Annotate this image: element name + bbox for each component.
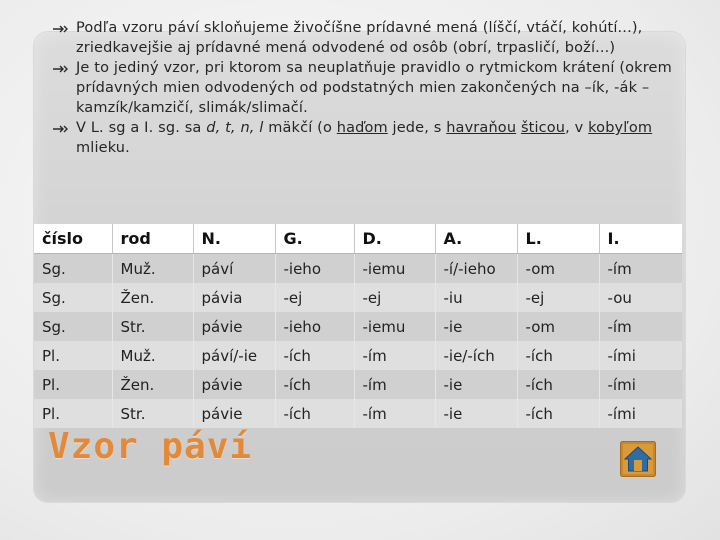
table-cell: Sg.	[34, 283, 112, 312]
bullet-text: , v	[565, 120, 589, 136]
example-word: haďom	[336, 120, 388, 136]
table-cell: -iu	[435, 283, 517, 312]
table-cell: pávia	[193, 283, 275, 312]
home-icon	[620, 441, 656, 477]
table-cell: -iemu	[354, 254, 435, 284]
bullet-arrow-icon	[52, 124, 68, 134]
bullet-text: Je to jediný vzor, pri ktorom sa neuplatňuje pravidlo o rytmickom krátení (okrem prídavných mien odvodených od podstatných mien zakončených na –ík, -ák – kamzík/kamzičí, slimák/slimačí.	[76, 60, 672, 116]
table-cell: -ieho	[275, 312, 354, 341]
table-cell: -ích	[517, 399, 599, 428]
header-locative: L.	[517, 224, 599, 254]
table-cell: Pl.	[34, 370, 112, 399]
table-cell: -om	[517, 254, 599, 284]
table-cell: -ím	[354, 370, 435, 399]
table-cell: pávie	[193, 312, 275, 341]
table-cell: -í/-ieho	[435, 254, 517, 284]
bullet-text: mäkčí (o	[263, 120, 337, 136]
table-cell: Muž.	[112, 341, 193, 370]
slide-title: Vzor páví	[48, 426, 253, 467]
example-word: kobyľom	[588, 120, 653, 136]
header-genitive: G.	[275, 224, 354, 254]
table-cell: pávie	[193, 370, 275, 399]
header-rod: rod	[112, 224, 193, 254]
header-cislo: číslo	[34, 224, 112, 254]
table-cell: -ej	[354, 283, 435, 312]
table-cell: -ie	[435, 312, 517, 341]
bullet-arrow-icon	[52, 24, 68, 34]
table-row	[34, 341, 682, 370]
term-vzor-pavi: vzoru páví	[122, 20, 200, 36]
table-row	[34, 254, 682, 284]
table-row	[34, 312, 682, 341]
table-row	[34, 399, 682, 428]
table-cell: -ou	[599, 283, 682, 312]
table-cell: Str.	[112, 399, 193, 428]
table-cell: -ími	[599, 341, 682, 370]
italic-consonants: d, t, n, l	[206, 120, 264, 136]
table-cell: Sg.	[34, 254, 112, 284]
table-cell: Muž.	[112, 254, 193, 284]
header-instrumental: I.	[599, 224, 682, 254]
table-cell: -ím	[599, 254, 682, 284]
table-cell: -ie	[435, 399, 517, 428]
table-cell: Sg.	[34, 312, 112, 341]
table-cell: Žen.	[112, 370, 193, 399]
table-cell: -ími	[599, 399, 682, 428]
bullet-text: V L. sg a I. sg. sa	[76, 120, 207, 136]
header-dative: D.	[354, 224, 435, 254]
table-cell: -ej	[275, 283, 354, 312]
bullet-text: mlieku.	[76, 140, 130, 156]
table-cell: -ím	[599, 312, 682, 341]
table-cell: Pl.	[34, 399, 112, 428]
bullet-list	[52, 18, 672, 158]
table-row	[34, 283, 682, 312]
table-cell: Žen.	[112, 283, 193, 312]
table-cell: -ích	[275, 341, 354, 370]
table-cell: pávie	[193, 399, 275, 428]
table-cell: -om	[517, 312, 599, 341]
table-row	[34, 370, 682, 399]
table-cell: -ím	[354, 399, 435, 428]
table-cell: páví	[193, 254, 275, 284]
bullet-text: skloňujeme živočíšne prídavné mená (líščí, vtáčí, kohútí...), zriedkavejšie aj prídavné mená odvodené od osôb (obrí, trpasličí, boží...)	[76, 20, 643, 56]
table-cell: -ími	[599, 370, 682, 399]
table-header-row	[34, 224, 682, 254]
table-cell: -ie	[435, 370, 517, 399]
home-button[interactable]	[620, 441, 656, 477]
table-cell: Pl.	[34, 341, 112, 370]
table-cell: -ích	[275, 399, 354, 428]
table-cell: -ích	[517, 370, 599, 399]
bullet-item-2	[52, 58, 672, 118]
table-cell: -ím	[354, 341, 435, 370]
table-cell: -ích	[275, 370, 354, 399]
bullet-item-1	[52, 18, 672, 58]
header-accusative: A.	[435, 224, 517, 254]
table-cell: -ej	[517, 283, 599, 312]
example-word: šticou	[520, 120, 566, 136]
bullet-text: jede, s	[387, 120, 447, 136]
bullet-item-3	[52, 118, 672, 158]
bullet-text: Podľa	[76, 20, 123, 36]
declension-table	[34, 224, 682, 428]
table-cell: Str.	[112, 312, 193, 341]
header-nominative: N.	[193, 224, 275, 254]
table-cell: -ieho	[275, 254, 354, 284]
table-cell: -ích	[517, 341, 599, 370]
bullet-arrow-icon	[52, 64, 68, 74]
table-cell: páví/-ie	[193, 341, 275, 370]
table-cell: -ie/-ích	[435, 341, 517, 370]
table-cell: -iemu	[354, 312, 435, 341]
example-word: havraňou	[446, 120, 517, 136]
